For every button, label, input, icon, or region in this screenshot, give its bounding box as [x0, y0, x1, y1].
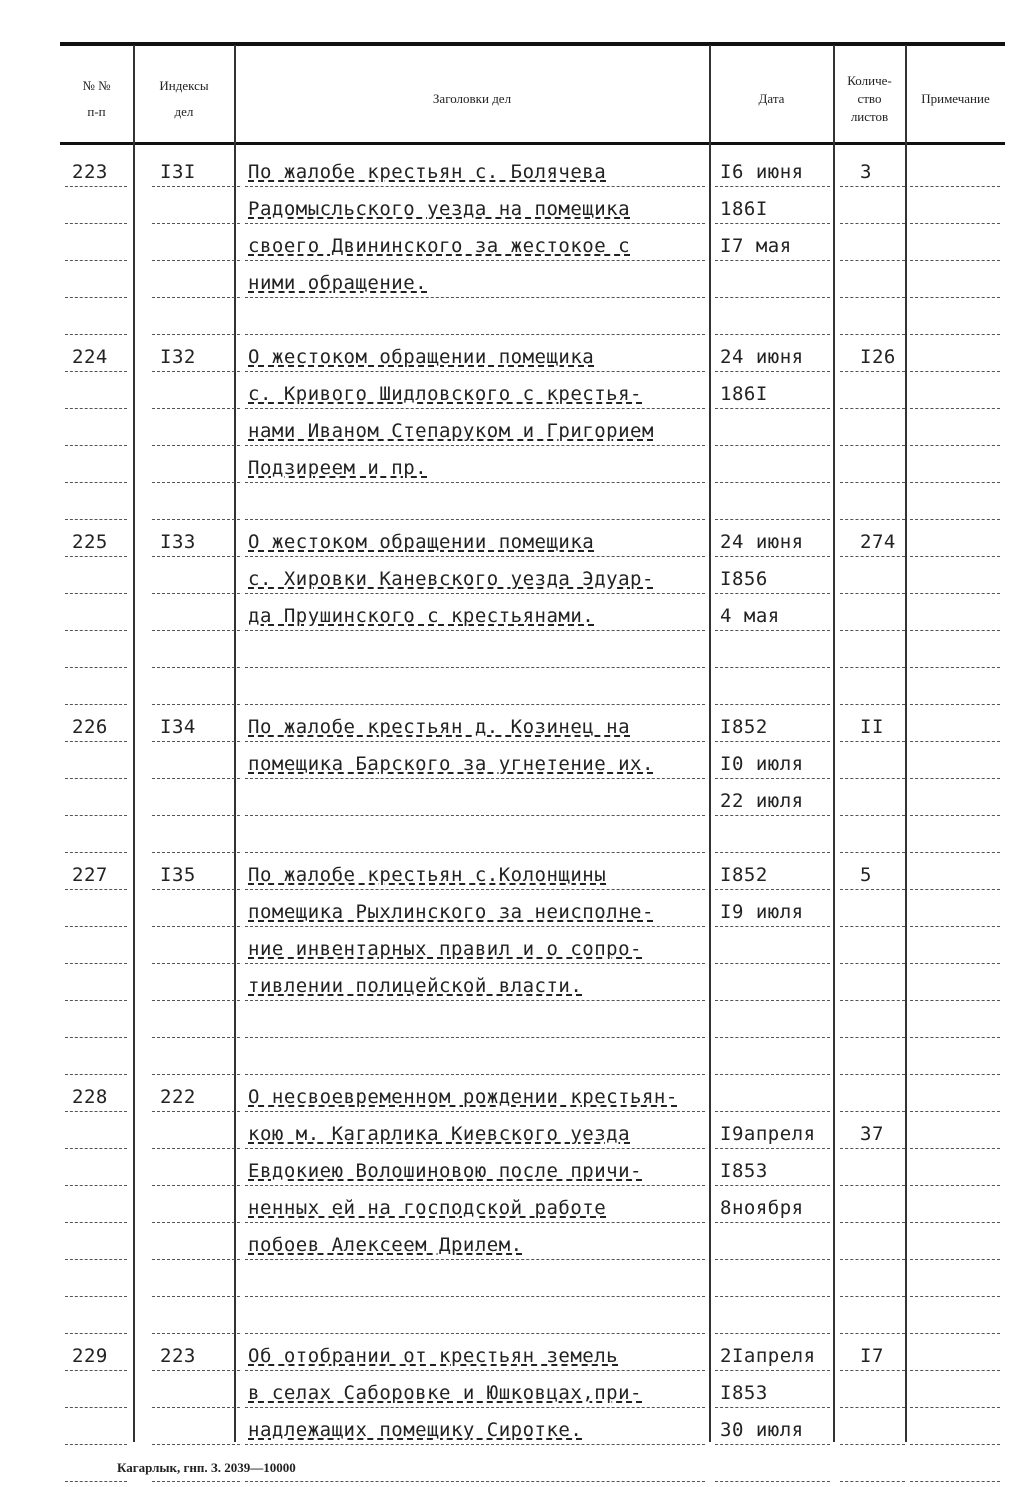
table-row — [60, 1371, 1005, 1408]
table-row — [60, 705, 1005, 742]
entry-title-line: тивлении полицейской власти. — [248, 975, 583, 997]
header-sheets-line: Количе- — [847, 73, 892, 88]
header-number-line: п-п — [87, 104, 106, 119]
table-row — [60, 261, 1005, 298]
entry-title-line: О несвоевременном рождении крестьян- — [248, 1086, 678, 1108]
entry-title-line: По жалобе крестьян с.Колонщины — [248, 864, 607, 886]
entry-date: 30 июля — [720, 1419, 804, 1441]
entry-number: 225 — [72, 531, 108, 553]
entry-index: I34 — [160, 716, 196, 738]
table-row — [60, 890, 1005, 927]
entry-title-line: Об отобрании от крестьян земель — [248, 1345, 619, 1367]
ruled-line — [715, 1480, 830, 1482]
entry-index: I3I — [160, 161, 196, 183]
entry-sheet-count: 3 — [860, 161, 872, 183]
entry-title-line: ненных ей на господской работе — [248, 1197, 607, 1219]
table-row — [60, 1001, 1005, 1038]
top-border — [60, 42, 1005, 46]
table-row — [60, 964, 1005, 1001]
table-row — [60, 224, 1005, 261]
table-row — [60, 520, 1005, 557]
entry-date: I852 — [720, 716, 768, 738]
entry-title-line: По жалобе крестьян д. Козинец на — [248, 716, 631, 738]
ruled-line — [840, 1480, 905, 1482]
entry-date: 22 июля — [720, 790, 804, 812]
table-row — [60, 1186, 1005, 1223]
entry-number: 228 — [72, 1086, 108, 1108]
entry-title-line: своего Двининского за жестокое с — [248, 235, 631, 257]
entry-date: I9апреля — [720, 1123, 816, 1145]
ruled-line — [65, 1480, 127, 1482]
entry-title-line: с. Хировки Каневского уезда Эдуар- — [248, 568, 654, 590]
table-row — [60, 1075, 1005, 1112]
table-row — [60, 1038, 1005, 1075]
entry-title-line: в селах Саборовке и Юшковцах,при- — [248, 1382, 642, 1404]
table-row — [60, 446, 1005, 483]
entry-sheet-count: I26 — [860, 346, 896, 368]
header-date: Дата — [758, 91, 785, 106]
entry-date: 186I — [720, 198, 768, 220]
table-row — [60, 335, 1005, 372]
entry-date: 24 июня — [720, 346, 804, 368]
entry-date: 24 июня — [720, 531, 804, 553]
header-index-line: дел — [174, 104, 194, 119]
table-row — [60, 1223, 1005, 1260]
table-row — [60, 409, 1005, 446]
table-row — [60, 668, 1005, 705]
entry-title-line: кою м. Кагарлика Киевского уезда — [248, 1123, 631, 1145]
entry-index: 223 — [160, 1345, 196, 1367]
table-row — [60, 557, 1005, 594]
entry-sheet-count: II — [860, 716, 884, 738]
entry-date: I853 — [720, 1382, 768, 1404]
table-row — [60, 187, 1005, 224]
entry-date: I852 — [720, 864, 768, 886]
entry-date: 8ноября — [720, 1197, 804, 1219]
table-row — [60, 1297, 1005, 1334]
table-row — [60, 298, 1005, 335]
entry-title-line: побоев Алексеем Дрилем. — [248, 1234, 523, 1256]
entry-index: I33 — [160, 531, 196, 553]
header-title: Заголовки дел — [432, 91, 512, 106]
header-number — [60, 55, 133, 143]
entry-sheet-count: 5 — [860, 864, 872, 886]
entry-title-line: О жестоком обращении помещика — [248, 531, 595, 553]
entry-title-line: По жалобе крестьян с. Болячева — [248, 161, 607, 183]
table-row — [60, 1408, 1005, 1445]
table-row — [60, 150, 1005, 187]
entry-date: 4 мая — [720, 605, 780, 627]
entry-title-line: Подзиреем и пр. — [248, 457, 428, 479]
table-row — [60, 594, 1005, 631]
table-row — [60, 1149, 1005, 1186]
entry-date: I853 — [720, 1160, 768, 1182]
table-row — [60, 1334, 1005, 1371]
entry-title-line: Евдокиею Волошиновою после причи- — [248, 1160, 642, 1182]
entry-number: 226 — [72, 716, 108, 738]
entry-title-line: да Прушинского с крестьянами. — [248, 605, 595, 627]
table-row — [60, 1112, 1005, 1149]
entry-title-line: ними обращение. — [248, 272, 428, 294]
table-row — [60, 483, 1005, 520]
table-row — [60, 816, 1005, 853]
table-row — [60, 372, 1005, 409]
entry-title-line: с. Кривого Шидловского с крестья- — [248, 383, 642, 405]
table-row — [60, 631, 1005, 668]
entry-title-line: помещика Рыхлинского за неисполне- — [248, 901, 654, 923]
table-row — [60, 853, 1005, 890]
entry-number: 223 — [72, 161, 108, 183]
header-sheets-line: листов — [850, 109, 889, 124]
entry-date: I6 июня — [720, 161, 804, 183]
entry-date: 2Iапреля — [720, 1345, 816, 1367]
entry-number: 224 — [72, 346, 108, 368]
header-number-line: № № — [82, 78, 111, 93]
entry-title-line: нами Иваном Степаруком и Григорием — [248, 420, 654, 442]
table-row — [60, 1260, 1005, 1297]
table-row — [60, 779, 1005, 816]
entry-date: I856 — [720, 568, 768, 590]
entry-sheet-count: 37 — [860, 1123, 884, 1145]
ruled-line — [910, 1480, 1000, 1482]
printer-imprint: Кагарлык, гнп. З. 2039—10000 — [117, 1460, 296, 1475]
table-row — [60, 927, 1005, 964]
header-index-line: Индексы — [159, 78, 209, 93]
entry-sheet-count: 274 — [860, 531, 896, 553]
header-sheets — [834, 55, 905, 143]
entry-sheet-count: I7 — [860, 1345, 884, 1367]
ruled-line — [152, 1480, 240, 1482]
entry-date: I9 июля — [720, 901, 804, 923]
entry-number: 227 — [72, 864, 108, 886]
header-index — [134, 55, 234, 143]
entry-title-line: ние инвентарных правил и о сопро- — [248, 938, 642, 960]
header-sheets-line: ство — [857, 91, 882, 106]
header-note: Примечание — [921, 91, 990, 106]
entry-number: 229 — [72, 1345, 108, 1367]
entry-title-line: надлежащих помещику Сиротке. — [248, 1419, 583, 1441]
entry-date: 186I — [720, 383, 768, 405]
entry-title-line: О жестоком обращении помещика — [248, 346, 595, 368]
ruled-line — [245, 1480, 705, 1482]
entry-index: 222 — [160, 1086, 196, 1108]
entry-index: I35 — [160, 864, 196, 886]
entry-index: I32 — [160, 346, 196, 368]
entry-title-line: помещика Барского за угнетение их. — [248, 753, 654, 775]
table-row — [60, 742, 1005, 779]
entry-date: I7 мая — [720, 235, 792, 257]
entry-date: I0 июля — [720, 753, 804, 775]
entry-title-line: Радомысльского уезда на помещика — [248, 198, 631, 220]
